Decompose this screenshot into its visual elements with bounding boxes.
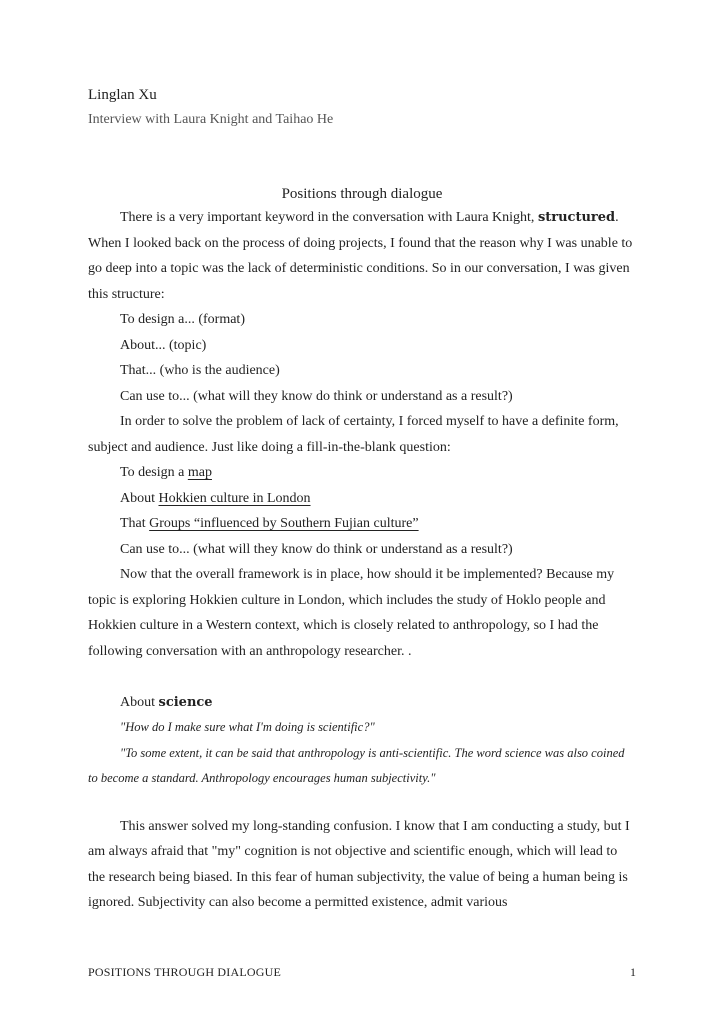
keyword-science: science (158, 694, 213, 710)
fill-value-topic: Hokkien culture in London (158, 490, 311, 506)
fill-line-result: Can use to... (what will they know do think or understand as a result?) (120, 541, 513, 557)
paragraph-intro (88, 205, 636, 307)
fill-line-format (88, 460, 636, 486)
paragraph-subjectivity: This answer solved my long-standing confusion. I know that I am conducting a study, but I am always afraid that "my" cognition is not objective and scientific enough, which will lead to the research being biased. In this fear of human subjectivity, the value of being a human being is ignored. Subjectivity can also become a permitted existence, admit various (88, 818, 630, 910)
quote-question: "How do I make sure what I'm doing is scientific?" (120, 720, 375, 734)
paragraph-certainty: In order to solve the problem of lack of certainty, I forced myself to have a definite form, subject and audience. Just like doing a fill-in-the-blank question: (88, 414, 619, 455)
document-subtitle: Interview with Laura Knight and Taihao He (88, 112, 334, 127)
paragraph-text: There is a very important keyword in the conversation with Laura Knight, (120, 210, 538, 225)
keyword-structured: structured (537, 210, 616, 225)
section-heading: Positions through dialogue (281, 186, 443, 202)
body-text (88, 205, 636, 916)
about-science-heading (88, 690, 636, 716)
structure-line-audience: That... (who is the audience) (120, 363, 280, 378)
structure-line-result: Can use to... (what will they know do think or understand as a result?) (120, 388, 513, 404)
fill-label: To design a (120, 465, 188, 480)
spacer (88, 664, 636, 690)
fill-label: That (120, 516, 150, 531)
fill-value-audience: Groups “influenced by Southern Fujian culture” (149, 516, 419, 531)
structure-line-topic: About... (topic) (120, 337, 207, 353)
running-footer-title: POSITIONS THROUGH DIALOGUE (88, 965, 281, 979)
fill-line-audience (88, 511, 636, 537)
quote-answer: "To some extent, it can be said that anthropology is anti-scientific. The word science was also coined to become a standard. Anthropology encourages human subjectivity." (88, 745, 625, 785)
spacer (88, 792, 636, 814)
paragraph-text: . When I looked back on the process of doing projects, I found that the reason why I was unable to go deep into a topic was the lack of deterministic conditions. So in our conversation, I was given this structure: (88, 210, 633, 302)
fill-line-topic (88, 486, 636, 512)
paragraph-framework: Now that the overall framework is in place, how should it be implemented? Because my topic is exploring Hokkien culture in London, which includes the study of Hoklo people and Hokkien culture in a Western context, which is closely related to anthropology, so I had the following conversation with an anthropology researcher. . (88, 567, 615, 659)
about-label: About (120, 694, 159, 710)
fill-value-format: map (187, 465, 212, 480)
page-number: 1 (630, 965, 636, 979)
author-name: Linglan Xu (88, 87, 157, 103)
structure-line-format: To design a... (format) (120, 312, 245, 327)
fill-label: About (120, 490, 159, 506)
